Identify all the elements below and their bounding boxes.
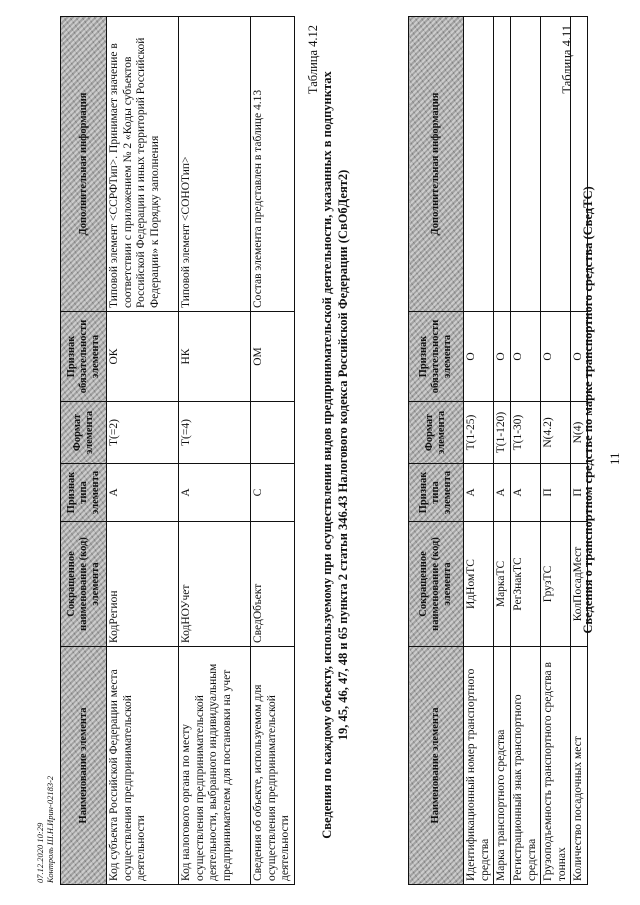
table-4-11-label: Таблица 4.11 (560, 25, 574, 94)
header-name: Наименование элемента (61, 647, 107, 885)
cell-required: ОК (107, 312, 179, 402)
cell-code: ГрузТС (541, 522, 571, 647)
header-info: Дополнительная информация (409, 17, 464, 312)
cell-name: Сведения об объекте, используемом для осуществления предпринимательской деятельности (251, 647, 295, 885)
cell-type: П (541, 464, 571, 522)
cell-format: T(=2) (107, 402, 179, 464)
cell-code: ИдНомТС (464, 522, 494, 647)
cell-code: РегЗнакТС (511, 522, 541, 647)
stamp-line-2: Контроль Ш.Н.Ирин-02183-2 (45, 775, 55, 883)
cell-name: Регистрационный знак транспортного средства (511, 647, 541, 885)
cell-info (494, 17, 511, 312)
table-row (179, 17, 251, 885)
cell-required: О (494, 312, 511, 402)
cell-name: Код субъекта Российской Федерации места осуществления предпринимательской деятельности (107, 647, 179, 885)
document-stamp (35, 663, 55, 883)
cell-type: П (571, 464, 588, 522)
cell-format: T(1-25) (464, 402, 494, 464)
table-row (511, 17, 541, 885)
table-4-12 (60, 16, 295, 885)
stamp-line-1: 07.12.2020 10:29 (35, 822, 45, 883)
cell-format (251, 402, 295, 464)
cell-type: А (179, 464, 251, 522)
cell-type: А (464, 464, 494, 522)
cell-name: Марка транспортного средства (494, 647, 511, 885)
table-4-11 (408, 16, 588, 885)
cell-type: А (511, 464, 541, 522)
header-name: Наименование элемента (409, 647, 464, 885)
table-row (107, 17, 179, 885)
header-code: Сокращенное наименование (код) элемента (409, 522, 464, 647)
table-4-11-title: Сведения о транспортном средстве по марке транспортного средства (СведТС) (581, 186, 595, 634)
cell-info: Типовой элемент <ССРФТип>. Принимает значение в соответствии с приложением № 2 «Коды субъектов Российской Федерации и иных территорий Российской Федерации» к Порядку заполнения (107, 17, 179, 312)
cell-code: КолПосадМест (571, 522, 588, 647)
cell-code: КодНОУчет (179, 522, 251, 647)
header-info: Дополнительная информация (61, 17, 107, 312)
cell-code: КодРегион (107, 522, 179, 647)
cell-required: О (541, 312, 571, 402)
cell-required: О (571, 312, 588, 402)
cell-type: А (494, 464, 511, 522)
cell-info (464, 17, 494, 312)
header-format: Формат элемента (61, 402, 107, 464)
header-required: Признак обязательности элемента (409, 312, 464, 402)
table-row (494, 17, 511, 885)
header-required: Признак обязательности элемента (61, 312, 107, 402)
header-format: Формат элемента (409, 402, 464, 464)
cell-format: T(1-30) (511, 402, 541, 464)
cell-required: О (511, 312, 541, 402)
table-row (464, 17, 494, 885)
cell-format: T(=4) (179, 402, 251, 464)
cell-info: Типовой элемент <СОНОТип> (179, 17, 251, 312)
cell-format: T(1-120) (494, 402, 511, 464)
table-row (251, 17, 295, 885)
cell-required: О (464, 312, 494, 402)
cell-name: Количество посадочных мест (571, 647, 588, 885)
cell-format: N(4) (571, 402, 588, 464)
cell-name: Грузоподъемность транспортного средства в тоннах (541, 647, 571, 885)
cell-code: СведОбъект (251, 522, 295, 647)
header-type: Признак типа элемента (61, 464, 107, 522)
cell-format: N(4.2) (541, 402, 571, 464)
cell-required: НК (179, 312, 251, 402)
cell-info (511, 17, 541, 312)
table-4-12-title-line1: Сведения по каждому объекту, используемому при осуществлении видов предпринимательской деятельности, указанных в подпунктах (320, 71, 334, 839)
table-4-12-label: Таблица 4.12 (306, 25, 320, 95)
cell-type: А (107, 464, 179, 522)
cell-required: ОМ (251, 312, 295, 402)
page-number: 11 (607, 452, 622, 465)
cell-info: Состав элемента представлен в таблице 4.13 (251, 17, 295, 312)
cell-name: Идентификационный номер транспортного средства (464, 647, 494, 885)
header-type: Признак типа элемента (409, 464, 464, 522)
table-row (541, 17, 571, 885)
table-row (571, 17, 588, 885)
cell-info (541, 17, 571, 312)
header-code: Сокращенное наименование (код) элемента (61, 522, 107, 647)
cell-name: Код налогового органа по месту осуществления предпринимательской деятельности, выбранного индивидуальным предпринимателем для постановки на учет (179, 647, 251, 885)
table-4-12-title-line2: 19, 45, 46, 47, 48 и 65 пункта 2 статьи 346.43 Налогового кодекса Российской Федерации (СвОбДеят2) (336, 169, 350, 741)
cell-type: С (251, 464, 295, 522)
cell-code: МаркаТС (494, 522, 511, 647)
cell-info (571, 17, 588, 312)
